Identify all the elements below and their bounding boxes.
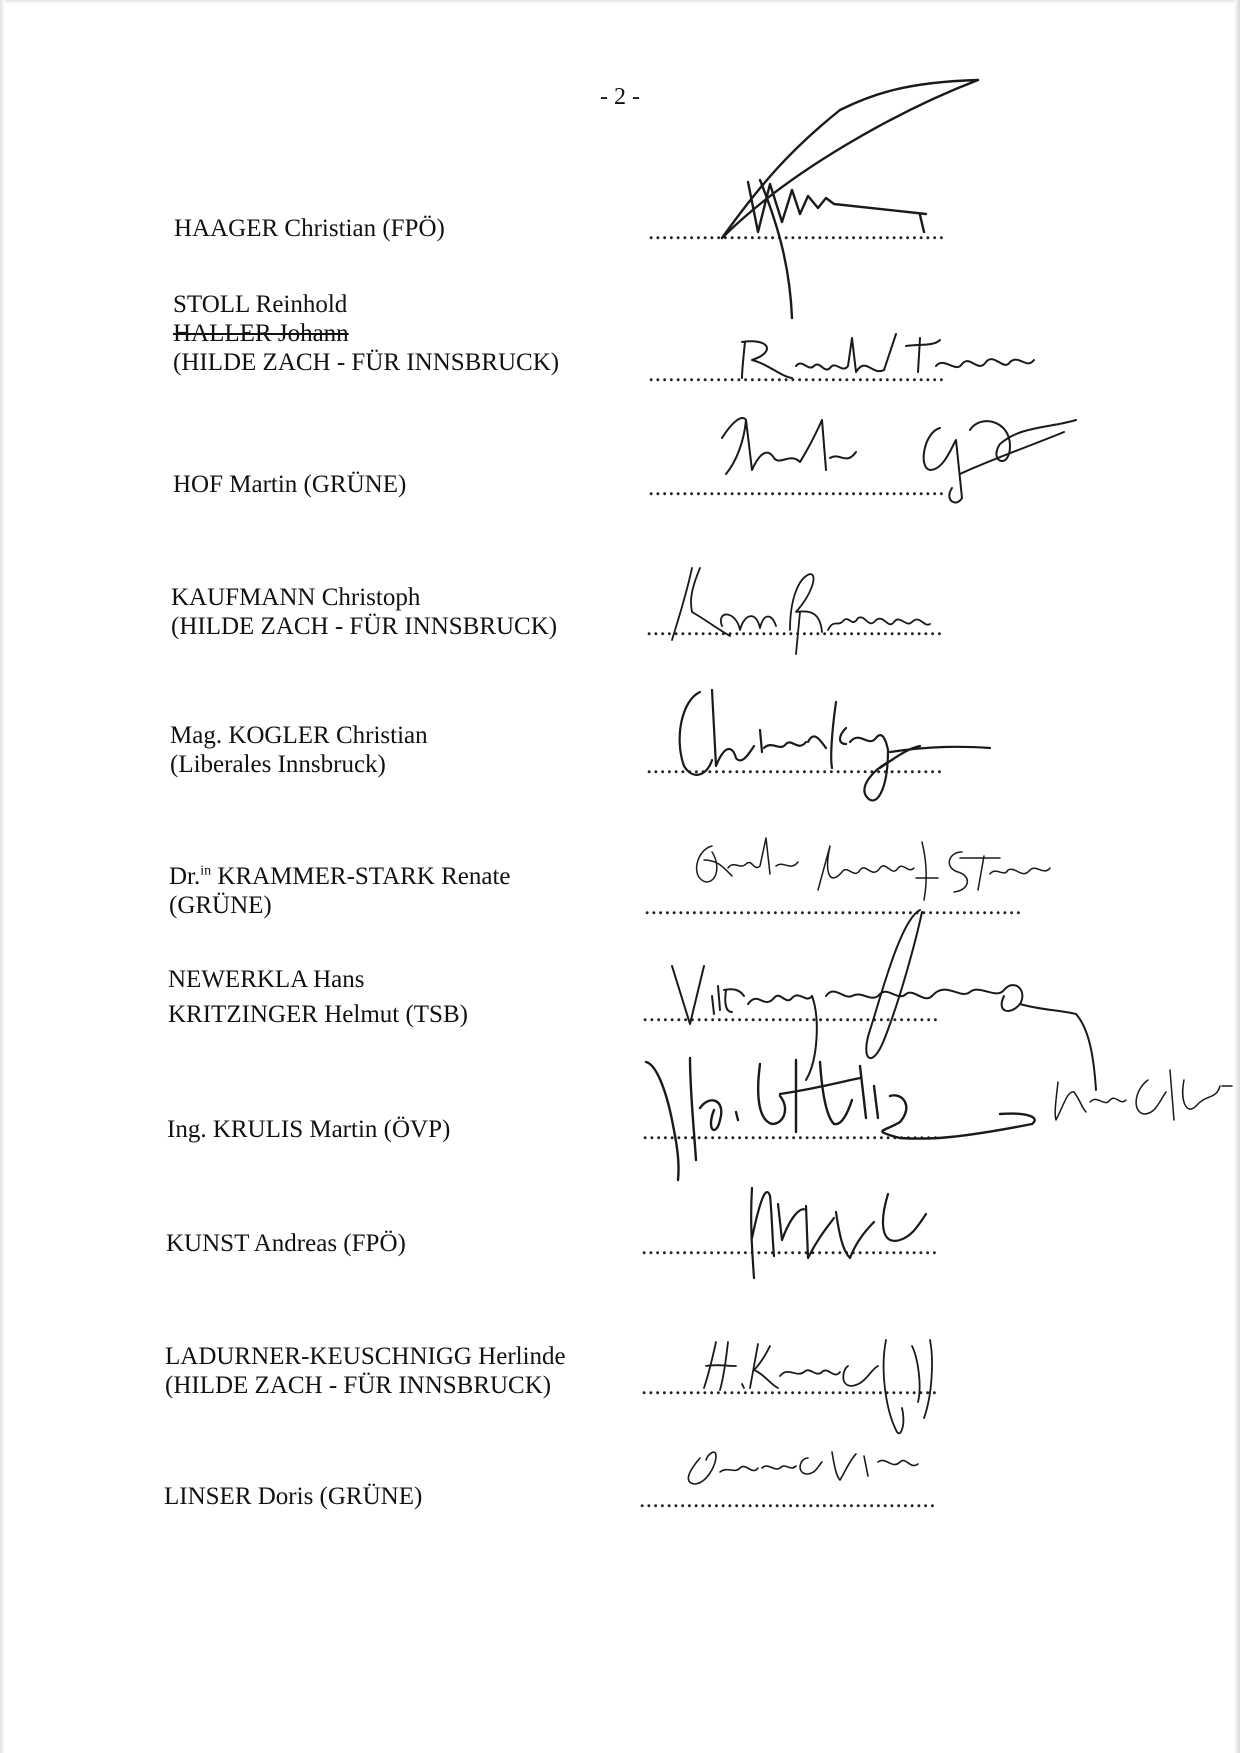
- group-line: (HILDE ZACH - FÜR INNSBRUCK): [173, 349, 560, 376]
- signature-line: ............................................: [642, 1118, 939, 1145]
- name-line: LADURNER-KEUSCHNIGG Herlinde: [165, 1343, 566, 1370]
- signature-line: ............................................: [648, 474, 945, 501]
- member-name: [166, 1229, 406, 1258]
- name-line: [169, 862, 511, 891]
- name-line: KRITZINGER Helmut (TSB): [168, 1001, 468, 1028]
- member-name: [169, 862, 511, 920]
- signature-kogler: [680, 690, 990, 800]
- page-number: - 2 -: [600, 84, 640, 110]
- member-name: [174, 214, 445, 243]
- signature-line: ............................................: [639, 1486, 936, 1513]
- group-line: (GRÜNE): [169, 892, 272, 919]
- scan-edge-left: [0, 0, 5, 1753]
- name-text: KRAMMER-STARK Renate: [211, 863, 511, 890]
- signature-line: ............................................: [646, 614, 943, 641]
- name-line: KAUFMANN Christoph: [171, 584, 421, 611]
- scan-edge-top: [0, 0, 1240, 4]
- signature-line: ............................................: [641, 1233, 938, 1260]
- struck-name-line: HALLER Johann: [173, 320, 349, 347]
- title-prefix: Dr.: [169, 863, 201, 890]
- signature-line: ........................................................: [644, 893, 1022, 920]
- name-line: Mag. KOGLER Christian: [170, 722, 428, 749]
- name-line: HOF Martin (GRÜNE): [173, 471, 407, 498]
- margin-signature: [1055, 1070, 1232, 1120]
- member-name: [173, 470, 406, 499]
- group-line: (HILDE ZACH - FÜR INNSBRUCK): [171, 613, 558, 640]
- member-name: [171, 583, 557, 641]
- signature-line: ............................................: [646, 752, 943, 779]
- name-line: NEWERKLA Hans: [168, 966, 365, 993]
- signature-line: ............................................: [648, 360, 945, 387]
- name-line: LINSER Doris (GRÜNE): [164, 1483, 423, 1510]
- member-name: [165, 1342, 566, 1400]
- member-name: [168, 965, 468, 1029]
- signature-linser: [688, 1452, 918, 1484]
- signature-line: ............................................: [642, 1000, 939, 1027]
- signature-haager: [722, 80, 978, 318]
- signature-line: ............................................: [648, 218, 945, 245]
- member-name: [167, 1115, 450, 1144]
- member-name: [164, 1482, 422, 1511]
- member-name: [170, 721, 428, 779]
- member-name: [173, 290, 559, 377]
- title-superscript: in: [200, 863, 212, 879]
- name-line: HAAGER Christian (FPÖ): [174, 215, 445, 242]
- signature-line: ............................................: [641, 1373, 938, 1400]
- group-line: (HILDE ZACH - FÜR INNSBRUCK): [165, 1372, 552, 1399]
- group-line: (Liberales Innsbruck): [170, 751, 386, 778]
- signature-krammer-stark: [697, 838, 1050, 900]
- name-line: Ing. KRULIS Martin (ÖVP): [167, 1116, 451, 1143]
- name-line: STOLL Reinhold: [173, 291, 348, 318]
- name-line: KUNST Andreas (FPÖ): [166, 1230, 406, 1257]
- scan-edge-right: [1234, 0, 1240, 1753]
